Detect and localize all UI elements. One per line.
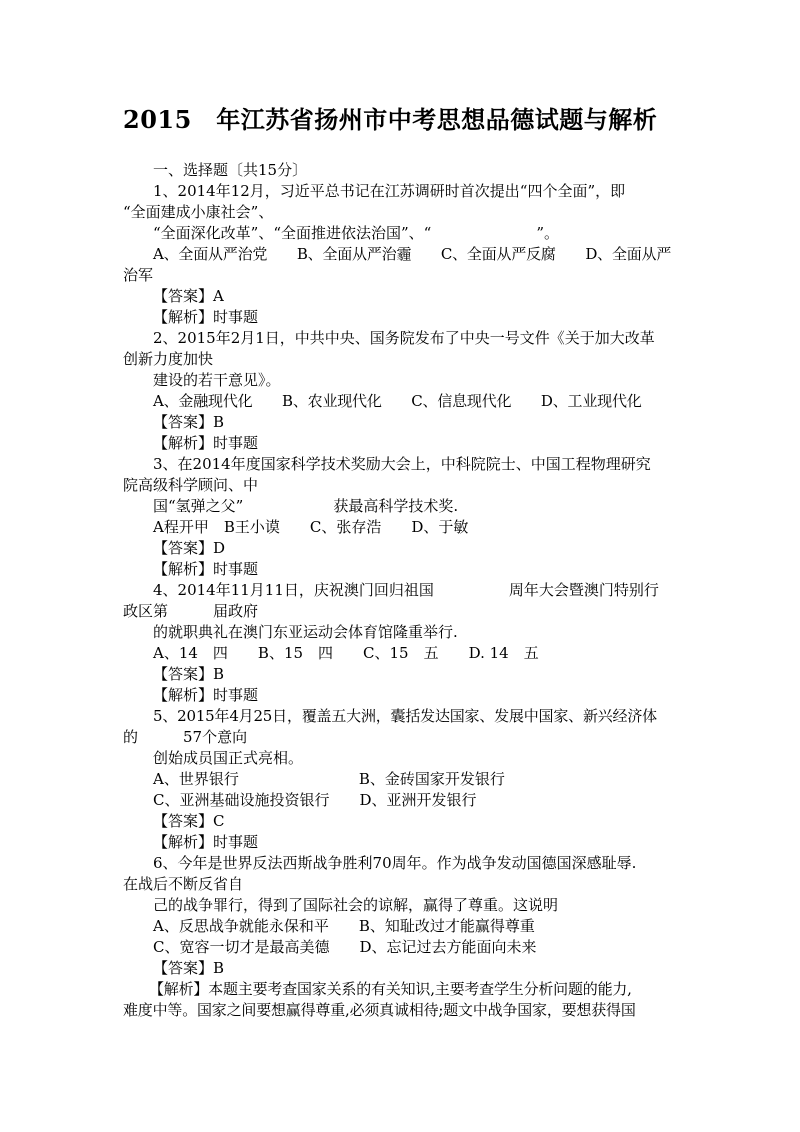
question-1-analysis: 【解析】时事题 xyxy=(153,308,259,326)
question-3-answer: 【答案】D xyxy=(153,539,226,557)
question-1-stem-cont: “全面建成小康社会”、 xyxy=(123,203,274,221)
question-6-options-cd: C、宽容一切才是最高美德 D、忘记过去方能面向未来 xyxy=(153,938,537,956)
question-5-options-ab: A、世界银行 B、金砖国家开发银行 xyxy=(153,770,505,788)
question-4-stem-cont: 政区第 届政府 xyxy=(123,602,259,620)
question-2-answer: 【答案】B xyxy=(153,413,225,431)
question-3-options: A程开甲 B王小谟 C、张存浩 D、于敏 xyxy=(153,518,469,536)
question-4-analysis: 【解析】时事题 xyxy=(153,686,259,704)
question-2-stem-cont: 建设的若干意见》。 xyxy=(153,371,281,389)
question-2-stem-cont: 创新力度加快 xyxy=(123,350,214,368)
question-6-answer: 【答案】B xyxy=(153,959,225,977)
question-4-answer: 【答案】B xyxy=(153,665,225,683)
question-5-answer: 【答案】C xyxy=(153,812,225,830)
question-6-stem-cont: 己的战争罪行，得到了国际社会的谅解，赢得了尊重。这说明 xyxy=(153,896,559,914)
question-3-analysis: 【解析】时事题 xyxy=(153,560,259,578)
question-3-stem-cont: 国“氢弹之父” 获最高科学技术奖. xyxy=(153,497,459,515)
question-1-answer: 【答案】A xyxy=(153,287,224,305)
question-4-options: A、14 四 B、15 四 C、15 五 D. 14 五 xyxy=(153,644,539,662)
document-title: 2015 年江苏省扬州市中考思想品德试题与解析 xyxy=(123,105,658,134)
question-5-stem: 5、2015年4月25日，覆盖五大洲，囊括发达国家、发展中国家、新兴经济体 xyxy=(153,707,657,725)
question-6-stem: 6、今年是世界反法西斯战争胜利70周年。作为战争发动国德国深感耻辱. xyxy=(153,854,637,872)
question-5-analysis: 【解析】时事题 xyxy=(153,833,259,851)
question-1-options: A、全面从严治党 B、全面从严治霾 C、全面从严反腐 D、全面从严 xyxy=(153,245,672,263)
question-6-options-ab: A、反思战争就能永保和平 B、知耻改过才能赢得尊重 xyxy=(153,917,535,935)
section-heading: 一、选择题〔共15分〕 xyxy=(153,161,308,179)
question-5-options-cd: C、亚洲基础设施投资银行 D、亚洲开发银行 xyxy=(153,791,477,809)
question-4-stem: 4、2014年11月11日，庆祝澳门回归祖国 周年大会暨澳门特别行 xyxy=(153,581,659,599)
question-6-analysis: 【解析】本题主要考查国家关系的有关知识,主要考查学生分析问题的能力, xyxy=(149,980,632,998)
question-6-stem-cont: 在战后不断反省自 xyxy=(123,875,244,893)
question-3-stem: 3、在2014年度国家科学技术奖励大会上，中科院院士、中国工程物理研究 xyxy=(153,455,651,473)
question-4-stem-cont: 的就职典礼在澳门东亚运动会体育馆隆重举行. xyxy=(153,623,458,641)
document-body xyxy=(123,160,693,1021)
question-2-stem: 2、2015年2月1日，中共中央、国务院发布了中央一号文件《关于加大改革 xyxy=(153,329,655,347)
question-1-stem-cont: “全面深化改革”、“全面推进依法治国”、“ ”。 xyxy=(153,224,560,242)
question-2-options: A、金融现代化 B、农业现代化 C、信息现代化 D、工业现代化 xyxy=(153,392,642,410)
question-3-stem-cont: 院高级科学顾问、中 xyxy=(123,476,259,494)
question-5-stem-cont: 的 57个意向 xyxy=(123,728,248,746)
question-1-stem: 1、2014年12月，习近平总书记在江苏调研时首次提出“四个全面”，即 xyxy=(153,182,626,200)
question-1-options-cont: 治军 xyxy=(123,266,154,284)
question-2-analysis: 【解析】时事题 xyxy=(153,434,259,452)
question-5-stem-cont: 创始成员国正式亮相。 xyxy=(153,749,304,767)
question-6-analysis-cont: 难度中等。国家之间要想赢得尊重,必须真诚相待;题文中战争国家，要想获得国 xyxy=(123,1001,636,1019)
